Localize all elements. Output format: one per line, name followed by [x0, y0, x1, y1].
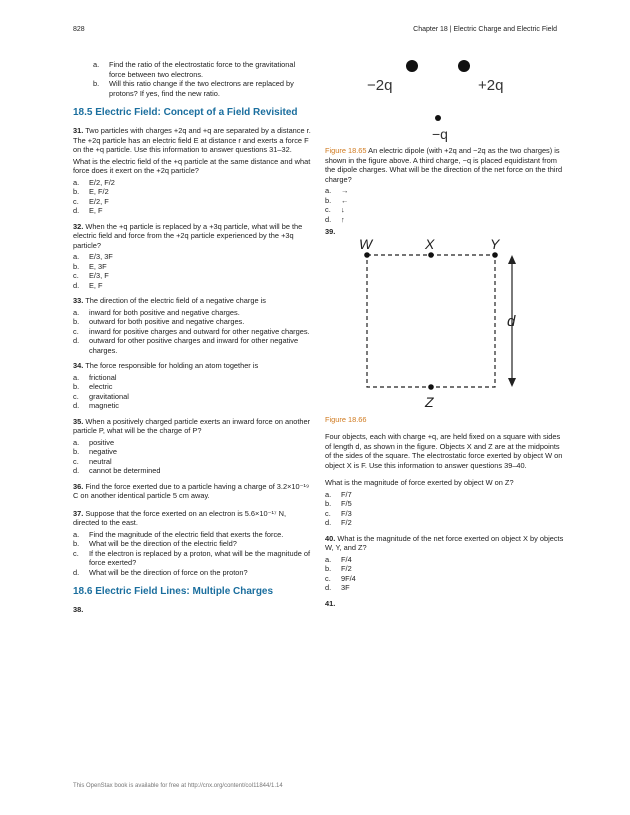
option-item: [73, 317, 313, 327]
right-column: [325, 52, 565, 610]
chapter-title: Chapter 18 | Electric Charge and Electric Field: [413, 26, 557, 33]
page-number: 828: [73, 26, 85, 33]
option-letter: c.: [73, 391, 79, 401]
option-item: [325, 205, 565, 215]
option-letter: a.: [73, 437, 80, 447]
question-number: 33.: [73, 296, 84, 305]
option-letter: b.: [73, 261, 80, 271]
option-item: [73, 539, 313, 549]
question-31-prompt: What is the electric field of the +q particle at the same distance and what force does it exert on the +2q particle?: [73, 156, 311, 175]
option-text: What will be the direction of force on the proton?: [89, 567, 248, 577]
figure-18-65-caption: [325, 146, 565, 184]
option-letter: c.: [73, 548, 79, 558]
option-letter: a.: [73, 372, 80, 382]
option-letter: a.: [73, 177, 80, 187]
question-text: The force responsible for holding an atom together is: [85, 361, 259, 370]
question-number: 35.: [73, 416, 84, 426]
question-number: 34.: [73, 361, 84, 370]
option-letter: c.: [73, 326, 79, 336]
option-item: [325, 518, 565, 528]
label-x: X: [425, 238, 435, 252]
option-letter: b.: [73, 447, 80, 456]
options-37: [73, 530, 313, 578]
section-heading-18-6: 18.6 Electric Field Lines: Multiple Charges: [73, 586, 274, 597]
option-text: E, F: [89, 280, 103, 290]
question-39-prompt: What is the magnitude of force exerted by object W on Z?: [325, 478, 514, 487]
option-letter: d.: [73, 206, 80, 215]
option-item: [73, 206, 313, 216]
option-text: cannot be determined: [89, 466, 161, 475]
option-item: [73, 466, 313, 476]
option-letter: d.: [73, 567, 80, 577]
option-text: magnetic: [89, 401, 119, 410]
options-fig65: [325, 186, 565, 224]
option-text: F/7: [341, 489, 352, 499]
option-item: [93, 60, 313, 79]
option-letter: a.: [325, 186, 332, 195]
option-text: →: [341, 186, 349, 195]
options-31: [73, 178, 313, 216]
question-38-number: 38.: [73, 605, 84, 614]
option-letter: d.: [73, 401, 80, 410]
option-text: Find the ratio of the electrostatic force to the gravitational force between two electrons.: [109, 60, 296, 79]
option-item: [73, 382, 313, 392]
negative-charge-dot: [406, 60, 418, 72]
option-text: 3F: [341, 583, 350, 592]
label-w: W: [359, 238, 373, 252]
option-text: E/2, F: [89, 196, 109, 206]
question-31: [73, 126, 313, 155]
option-letter: c.: [73, 271, 79, 280]
option-text: gravitational: [89, 391, 129, 401]
option-letter: b.: [325, 564, 332, 573]
option-item: [73, 252, 313, 262]
square-figure: [325, 239, 565, 411]
label-z: Z: [425, 393, 434, 410]
option-text: F/2: [341, 518, 352, 527]
option-item: [325, 186, 565, 196]
option-text: What will be the direction of the electric field?: [89, 539, 237, 548]
dipole-label-right: +2q: [478, 77, 504, 94]
option-letter: b.: [73, 187, 80, 196]
option-text: F/2: [341, 564, 352, 573]
option-text: ←: [341, 195, 349, 205]
object-w-dot: [364, 252, 370, 258]
option-text: neutral: [89, 456, 112, 466]
question-40: [325, 534, 565, 553]
option-text: F/4: [341, 554, 352, 564]
option-text: F/5: [341, 499, 352, 508]
question-number: 32.: [73, 221, 84, 231]
question-text: The direction of the electric field of a negative charge is: [85, 296, 266, 305]
question-text: When a positively charged particle exerts an inward force on another particle P, what will be the charge of P?: [73, 416, 311, 435]
option-item: [73, 197, 313, 207]
option-text: 9F/4: [341, 573, 356, 583]
option-text: outward for other positive charges and inward for other negative charges.: [89, 336, 299, 355]
option-item: [73, 457, 313, 467]
question-text: Suppose that the force exerted on an electron is 5.6×10⁻¹⁷ N, directed to the east.: [73, 508, 287, 527]
option-item: [73, 530, 313, 540]
option-item: [73, 392, 313, 402]
figure-label: Figure 18.65: [325, 146, 367, 155]
option-text: If the electron is replaced by a proton, what will be the magnitude of force exerted?: [89, 548, 311, 567]
option-letter: d.: [325, 518, 332, 527]
option-letter: a.: [73, 529, 80, 539]
section-heading-18-5: 18.5 Electric Field: Concept of a Field Revisited: [73, 107, 298, 118]
option-text: E/2, F/2: [89, 177, 115, 187]
question-35: [73, 417, 313, 436]
question-number: 31.: [73, 126, 84, 135]
option-letter: b.: [93, 79, 100, 88]
option-letter: c.: [325, 205, 331, 214]
option-letter: b.: [73, 382, 80, 391]
option-letter: c.: [73, 196, 79, 206]
option-letter: a.: [73, 307, 80, 317]
dimension-arrow-top: [508, 255, 516, 264]
options-40: [325, 555, 565, 593]
option-item: [73, 327, 313, 337]
option-text: F/3: [341, 508, 352, 518]
option-item: [325, 196, 565, 206]
option-letter: a.: [325, 554, 332, 564]
option-item: [325, 555, 565, 565]
question-36: [73, 482, 313, 501]
option-letter: b.: [73, 539, 80, 548]
option-text: E/3, F: [89, 271, 109, 280]
option-item: [93, 79, 313, 98]
question-number: 37.: [73, 508, 84, 518]
options-34: [73, 373, 313, 411]
option-text: positive: [89, 437, 115, 447]
option-item: [73, 262, 313, 272]
question-number: 36.: [73, 481, 84, 491]
option-text: negative: [89, 447, 117, 456]
question-text: Find the force exerted due to a particle having a charge of 3.2×10⁻¹⁹ C on another identical particle 5 cm away.: [73, 481, 310, 500]
option-text: Find the magnitude of the electric field that exerts the force.: [89, 529, 284, 539]
option-item: [73, 438, 313, 448]
object-z-dot: [428, 384, 434, 390]
option-item: [73, 336, 313, 355]
option-item: [73, 308, 313, 318]
option-item: [325, 215, 565, 225]
option-letter: b.: [325, 195, 332, 205]
option-text: E/3, 3F: [89, 252, 113, 261]
option-letter: a.: [325, 489, 332, 499]
option-letter: d.: [325, 583, 332, 592]
options-39: [325, 490, 565, 528]
question-41-number: 41.: [325, 598, 336, 608]
object-x-dot: [428, 252, 434, 258]
top-items-list: [93, 60, 313, 98]
option-letter: d.: [73, 280, 80, 290]
option-letter: b.: [73, 317, 80, 326]
question-number: 40.: [325, 533, 336, 543]
page-footer: This OpenStax book is available for free at http://cnx.org/content/col11844/1.14: [73, 783, 283, 789]
option-item: [73, 447, 313, 457]
option-item: [73, 271, 313, 281]
figure-18-66-label: Figure 18.66: [325, 414, 367, 424]
option-text: ↑: [341, 214, 345, 224]
options-35: [73, 438, 313, 476]
option-letter: a.: [73, 252, 80, 261]
option-item: [73, 373, 313, 383]
dipole-figure: [325, 52, 565, 144]
dipole-label-bottom: −q: [432, 126, 448, 142]
option-text: ↓: [341, 205, 345, 214]
option-text: inward for positive charges and outward for other negative charges.: [89, 326, 310, 336]
question-text: When the +q particle is replaced by a +3q particle, what will be the electric field and force from the +2q particle experienced by the +3q particle?: [73, 221, 303, 250]
option-text: frictional: [89, 372, 117, 382]
option-item: [73, 187, 313, 197]
dipole-label-left: −2q: [367, 77, 393, 94]
question-39-number: 39.: [325, 227, 336, 236]
question-37: [73, 509, 313, 528]
options-32: [73, 252, 313, 290]
option-item: [325, 564, 565, 574]
square-outline: [367, 255, 495, 387]
third-charge-dot: [435, 115, 441, 121]
option-text: Will this ratio change if the two electrons are replaced by protons? If yes, find the new ratio.: [109, 79, 294, 98]
option-letter: c.: [325, 573, 331, 583]
option-text: E, F/2: [89, 187, 109, 196]
option-text: inward for both positive and negative charges.: [89, 307, 240, 317]
option-letter: a.: [93, 60, 100, 69]
option-letter: d.: [73, 466, 80, 475]
option-letter: d.: [73, 336, 80, 345]
label-d: d: [507, 312, 516, 330]
question-32: [73, 222, 313, 251]
option-item: [73, 281, 313, 291]
option-item: [73, 549, 313, 568]
object-y-dot: [492, 252, 498, 258]
option-item: [73, 568, 313, 578]
question-text: What is the magnitude of the net force exerted on object X by objects W, Y, and Z?: [325, 533, 564, 552]
option-text: outward for both positive and negative charges.: [89, 317, 245, 326]
figure-caption-text: An electric dipole (with +2q and −2q as the two charges) is shown in the figure above. A third charge, −q is placed equidistant from the dipole charges. What will be the direction of the net force on the third charge?: [325, 146, 563, 184]
option-letter: c.: [73, 456, 79, 466]
option-item: [325, 490, 565, 500]
question-33: [73, 296, 313, 306]
option-letter: c.: [325, 508, 331, 518]
label-y: Y: [490, 238, 500, 252]
option-item: [73, 401, 313, 411]
option-text: electric: [89, 382, 113, 391]
option-item: [325, 499, 565, 509]
options-33: [73, 308, 313, 356]
option-letter: b.: [325, 499, 332, 508]
positive-charge-dot: [458, 60, 470, 72]
option-text: E, 3F: [89, 261, 107, 271]
option-item: [325, 509, 565, 519]
option-text: E, F: [89, 206, 103, 215]
dimension-arrow-bottom: [508, 378, 516, 387]
left-column: [73, 60, 313, 617]
figure-18-66-text: Four objects, each with charge +q, are held fixed on a square with sides of length d, as shown in the figure. Objects X and Z are at the midpoints of the sides of the square. The electrostatic force exerted by object W on object X is F. Use this information to answer questions 39–40.: [325, 432, 563, 470]
option-item: [73, 178, 313, 188]
option-item: [325, 574, 565, 584]
question-text: Two particles with charges +2q and +q are separated by a distance r. The +2q particle has an electric field E at distance r and exerts a force F on the +q particle. Use this information to answer questions 31–32.: [73, 126, 311, 154]
option-letter: d.: [325, 214, 332, 224]
option-item: [325, 583, 565, 593]
question-34: [73, 361, 313, 371]
